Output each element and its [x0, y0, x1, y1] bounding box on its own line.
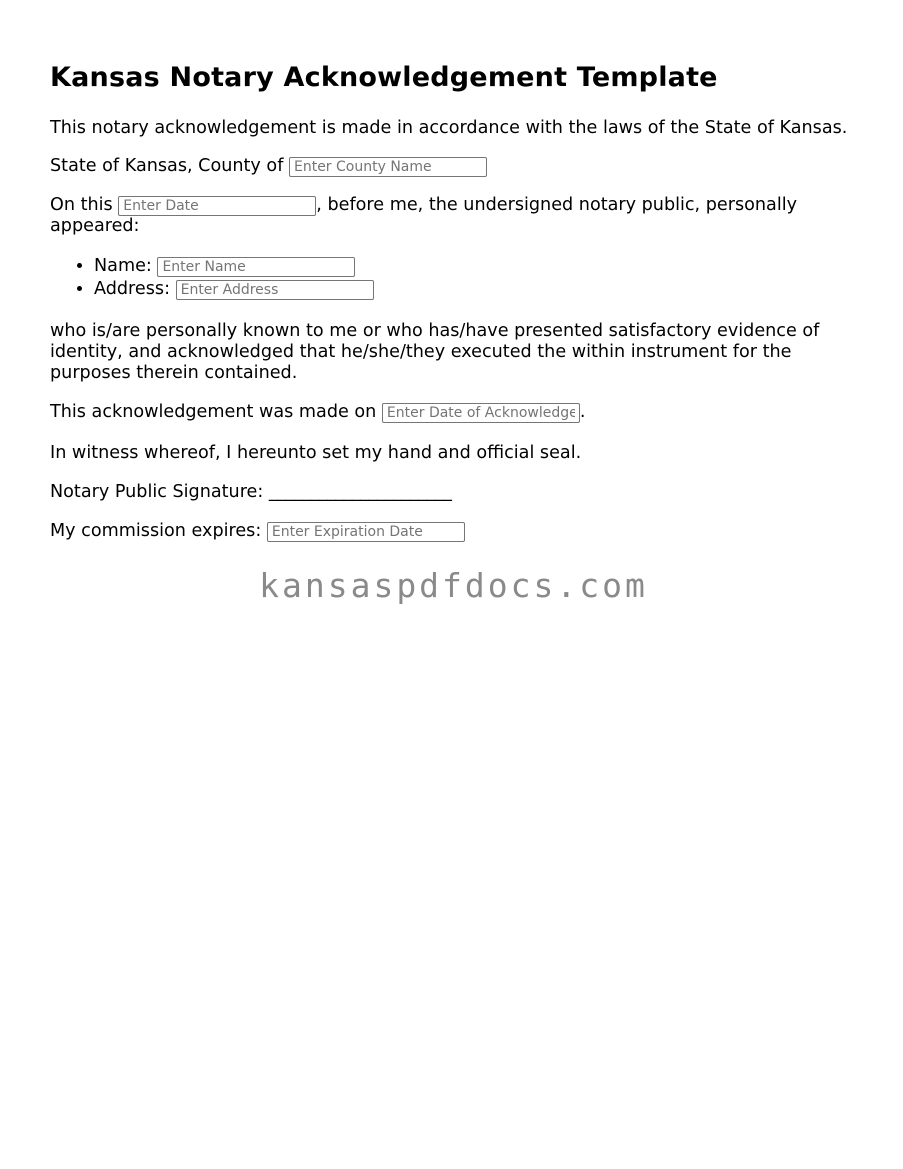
- ack-label: This acknowledgement was made on: [50, 402, 377, 422]
- address-label: Address:: [94, 279, 170, 299]
- appearance-paragraph: [50, 195, 870, 237]
- witness-paragraph: In witness whereof, I hereunto set my hand and official seal.: [50, 443, 582, 463]
- date-input[interactable]: [118, 196, 316, 216]
- page-title: Kansas Notary Acknowledgement Template: [50, 62, 718, 93]
- list-item-address: [94, 278, 870, 301]
- on-this-label: On this: [50, 195, 113, 215]
- county-label: State of Kansas, County of: [50, 156, 284, 176]
- signer-list: [50, 255, 870, 301]
- county-input[interactable]: [289, 157, 487, 177]
- intro-paragraph: This notary acknowledgement is made in accordance with the laws of the State of Kansas.: [50, 118, 848, 138]
- document-page: [50, 0, 870, 542]
- commission-line: [50, 521, 870, 542]
- county-line: [50, 156, 870, 177]
- commission-label: My commission expires:: [50, 521, 262, 541]
- ack-date-input[interactable]: [382, 403, 580, 423]
- ack-period: .: [579, 402, 586, 422]
- commission-input[interactable]: [267, 522, 465, 542]
- acknowledgement-line: [50, 402, 870, 423]
- statement-paragraph: who is/are personally known to me or who has/have presented satisfactory evidence of identity, and acknowledged that he/she/they executed the within instrument for the purposes therein contained.: [50, 321, 820, 383]
- signature-label: Notary Public Signature:: [50, 482, 264, 502]
- address-input[interactable]: [176, 280, 374, 300]
- signature-blank: ______________________: [268, 482, 452, 502]
- appeared-text: , before me, the undersigned notary public, personally appeared:: [50, 195, 798, 236]
- signature-line: [50, 482, 870, 503]
- name-input[interactable]: [157, 257, 355, 277]
- list-item-name: [94, 255, 870, 278]
- name-label: Name:: [94, 256, 152, 276]
- watermark: kansaspdfdocs.com: [259, 566, 648, 605]
